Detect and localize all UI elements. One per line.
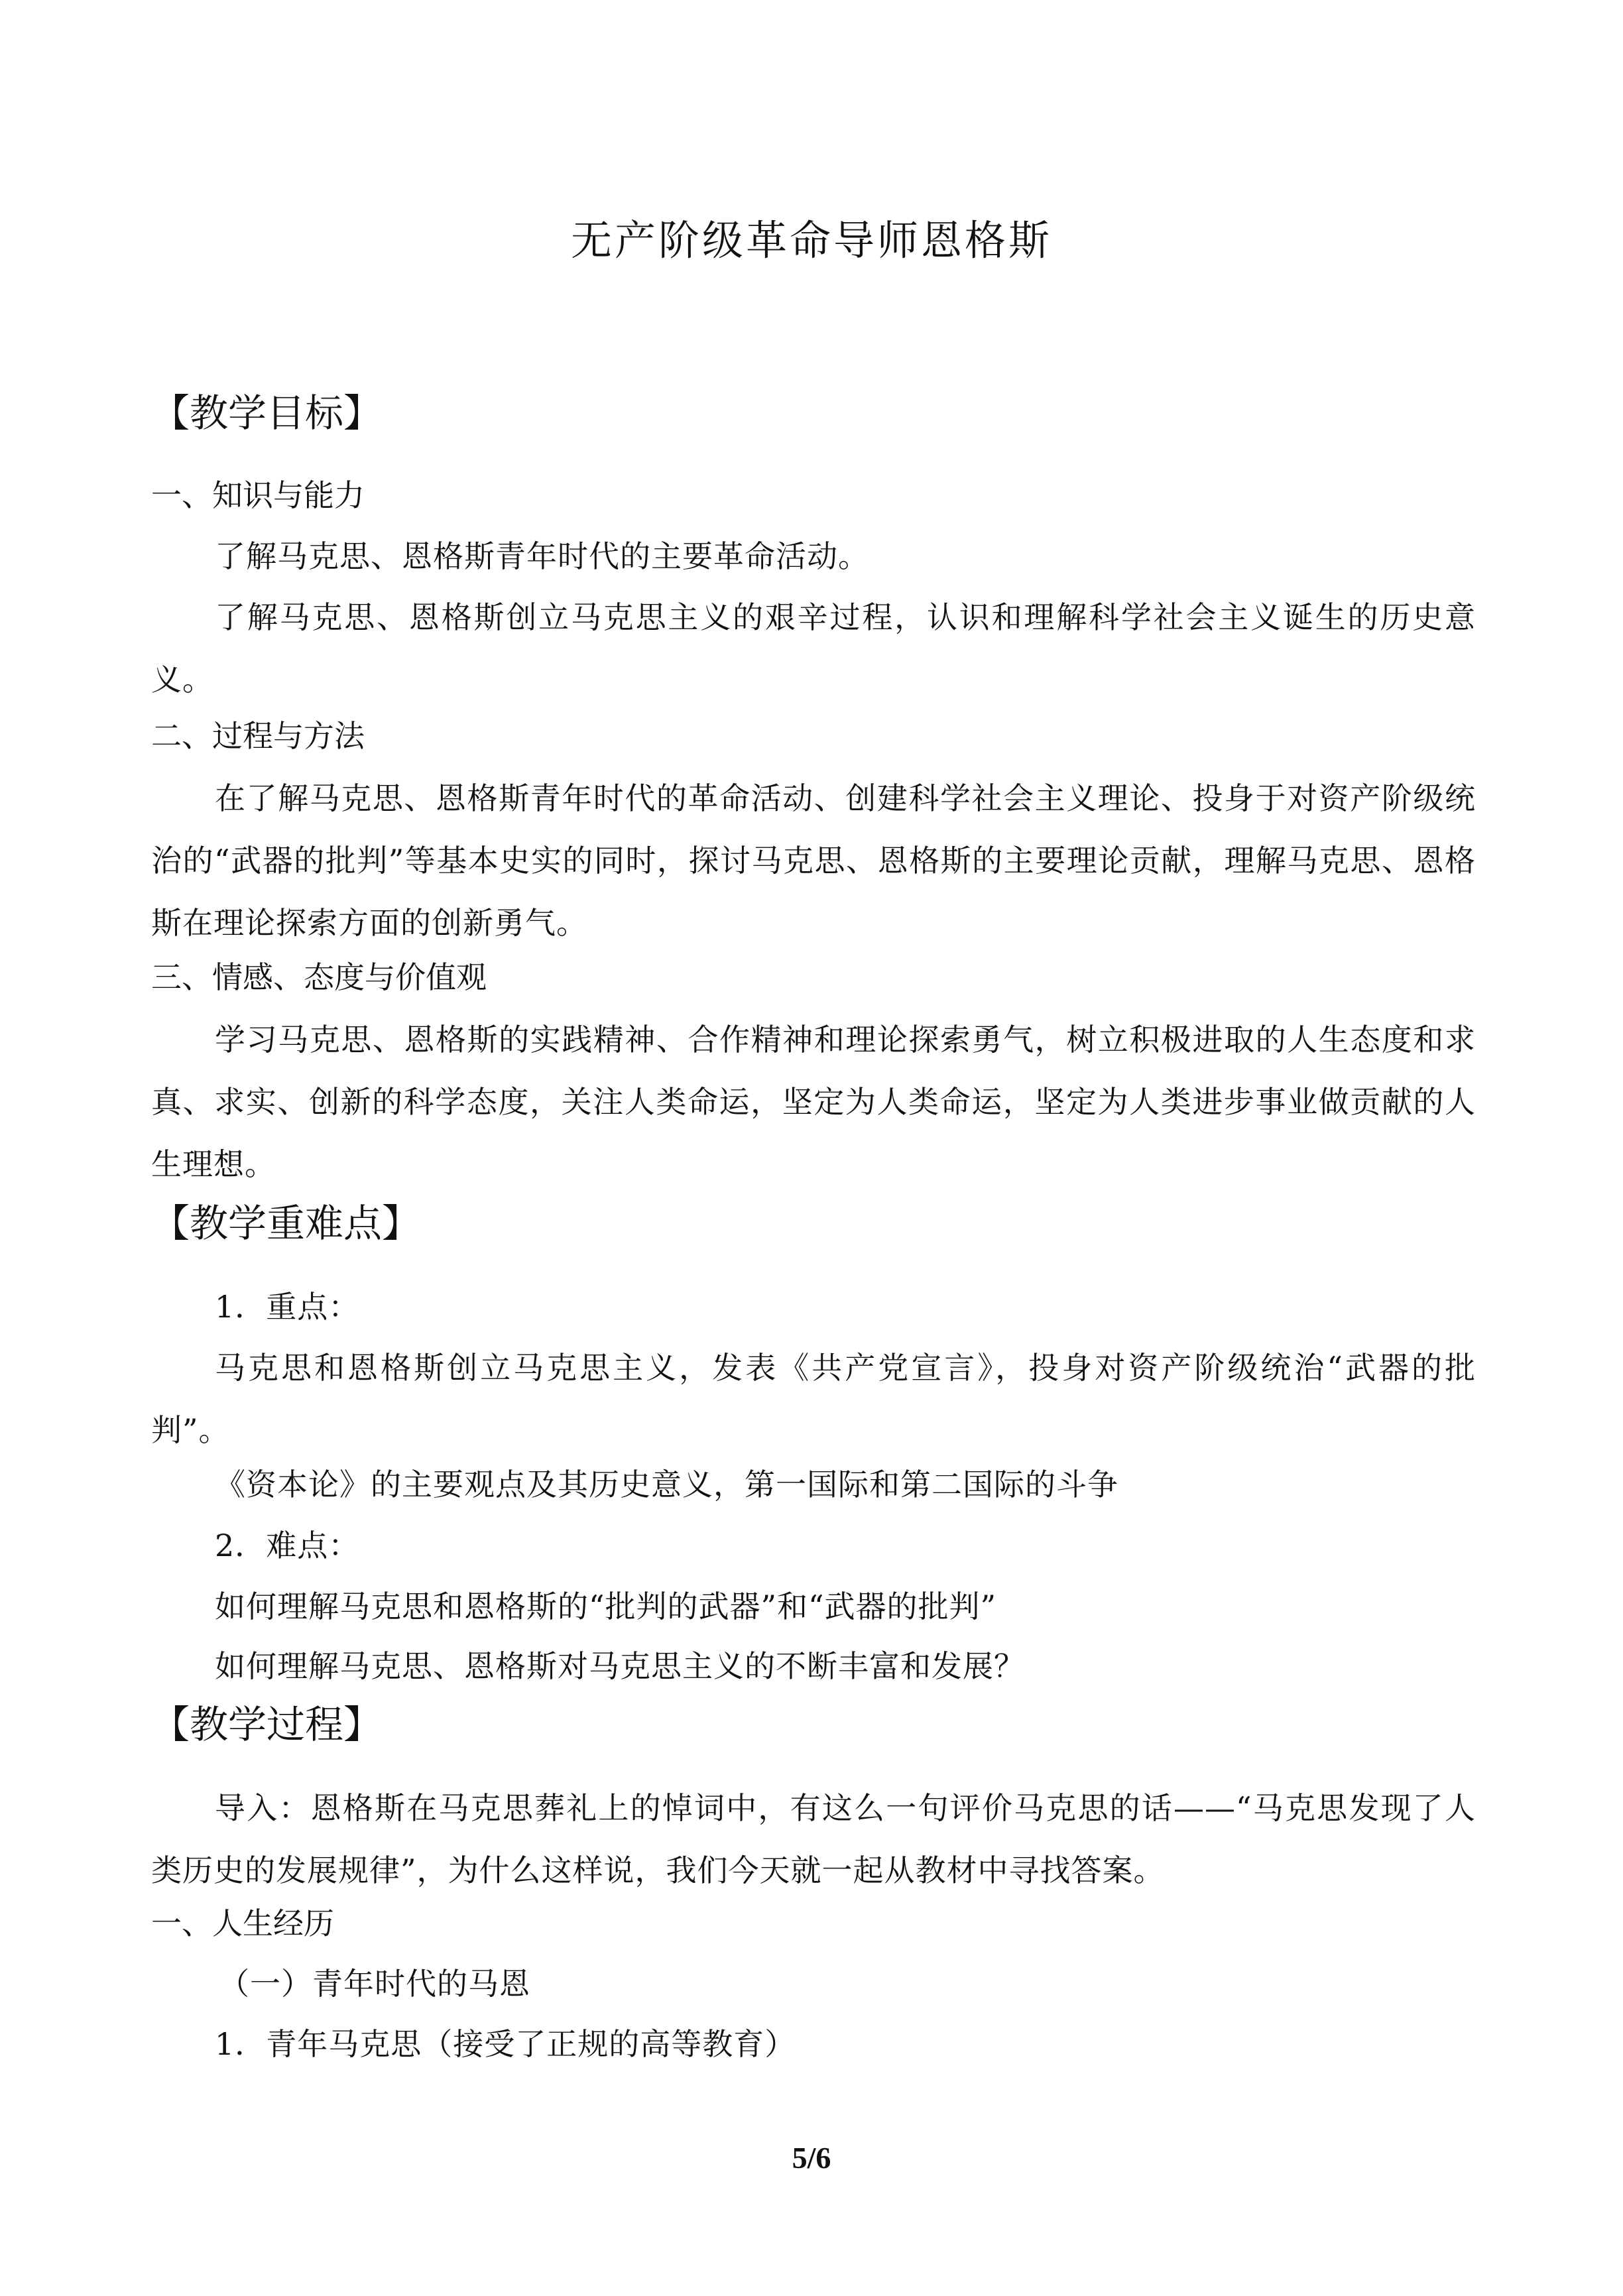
- subheading-emotion-values: 三、情感、态度与价值观: [151, 959, 487, 995]
- label-key-points: 1．重点：: [215, 1289, 360, 1325]
- document-title: 无产阶级革命导师恩格斯: [570, 216, 1052, 265]
- paragraph-difficult-points-1: 如何理解马克思和恩格斯的“批判的武器”和“武器的批判”: [215, 1589, 997, 1624]
- label-difficult-points: 2．难点：: [215, 1528, 360, 1563]
- paragraph-knowledge-1: 了解马克思、恩格斯青年时代的主要革命活动。: [215, 538, 869, 574]
- page-number: 5/6: [792, 2141, 831, 2175]
- list-item-youth: （一）青年时代的马恩: [219, 1966, 530, 2002]
- subheading-process-method: 二、过程与方法: [151, 718, 365, 754]
- list-item-young-marx: 1．青年马克思（接受了正规的高等教育）: [215, 2026, 796, 2062]
- section-heading-keypoints: 【教学重难点】: [151, 1201, 421, 1246]
- paragraph-intro: 导入：恩格斯在马克思葬礼上的悼词中，有这么一句评价马克思的话——“马克思发现了人类历史的发展规律”，为什么这样说，我们今天就一起从教材中寻找答案。: [151, 1790, 1476, 1888]
- paragraph-process-method: 在了解马克思、恩格斯青年时代的革命活动、创建科学社会主义理论、投身于对资产阶级统治的“武器的批判”等基本史实的同时，探讨马克思、恩格斯的主要理论贡献，理解马克思、恩格斯在理论探索方面的创新勇气。: [151, 780, 1476, 941]
- subheading-life-experience: 一、人生经历: [151, 1905, 334, 1941]
- paragraph-key-points-1: 马克思和恩格斯创立马克思主义，发表《共产党宣言》，投身对资产阶级统治“武器的批判”。: [151, 1350, 1476, 1448]
- subheading-knowledge: 一、知识与能力: [151, 477, 365, 513]
- section-heading-process: 【教学过程】: [151, 1702, 383, 1747]
- paragraph-emotion-values: 学习马克思、恩格斯的实践精神、合作精神和理论探索勇气，树立积极进取的人生态度和求真、求实、创新的科学态度，关注人类命运，坚定为人类命运，坚定为人类进步事业做贡献的人生理想。: [151, 1022, 1476, 1182]
- paragraph-key-points-2: 《资本论》的主要观点及其历史意义，第一国际和第二国际的斗争: [215, 1467, 1118, 1502]
- paragraph-knowledge-2: 了解马克思、恩格斯创立马克思主义的艰辛过程，认识和理解科学社会主义诞生的历史意义。: [151, 599, 1476, 697]
- section-heading-goals: 【教学目标】: [151, 391, 383, 436]
- paragraph-difficult-points-2: 如何理解马克思、恩格斯对马克思主义的不断丰富和发展？: [215, 1648, 1025, 1684]
